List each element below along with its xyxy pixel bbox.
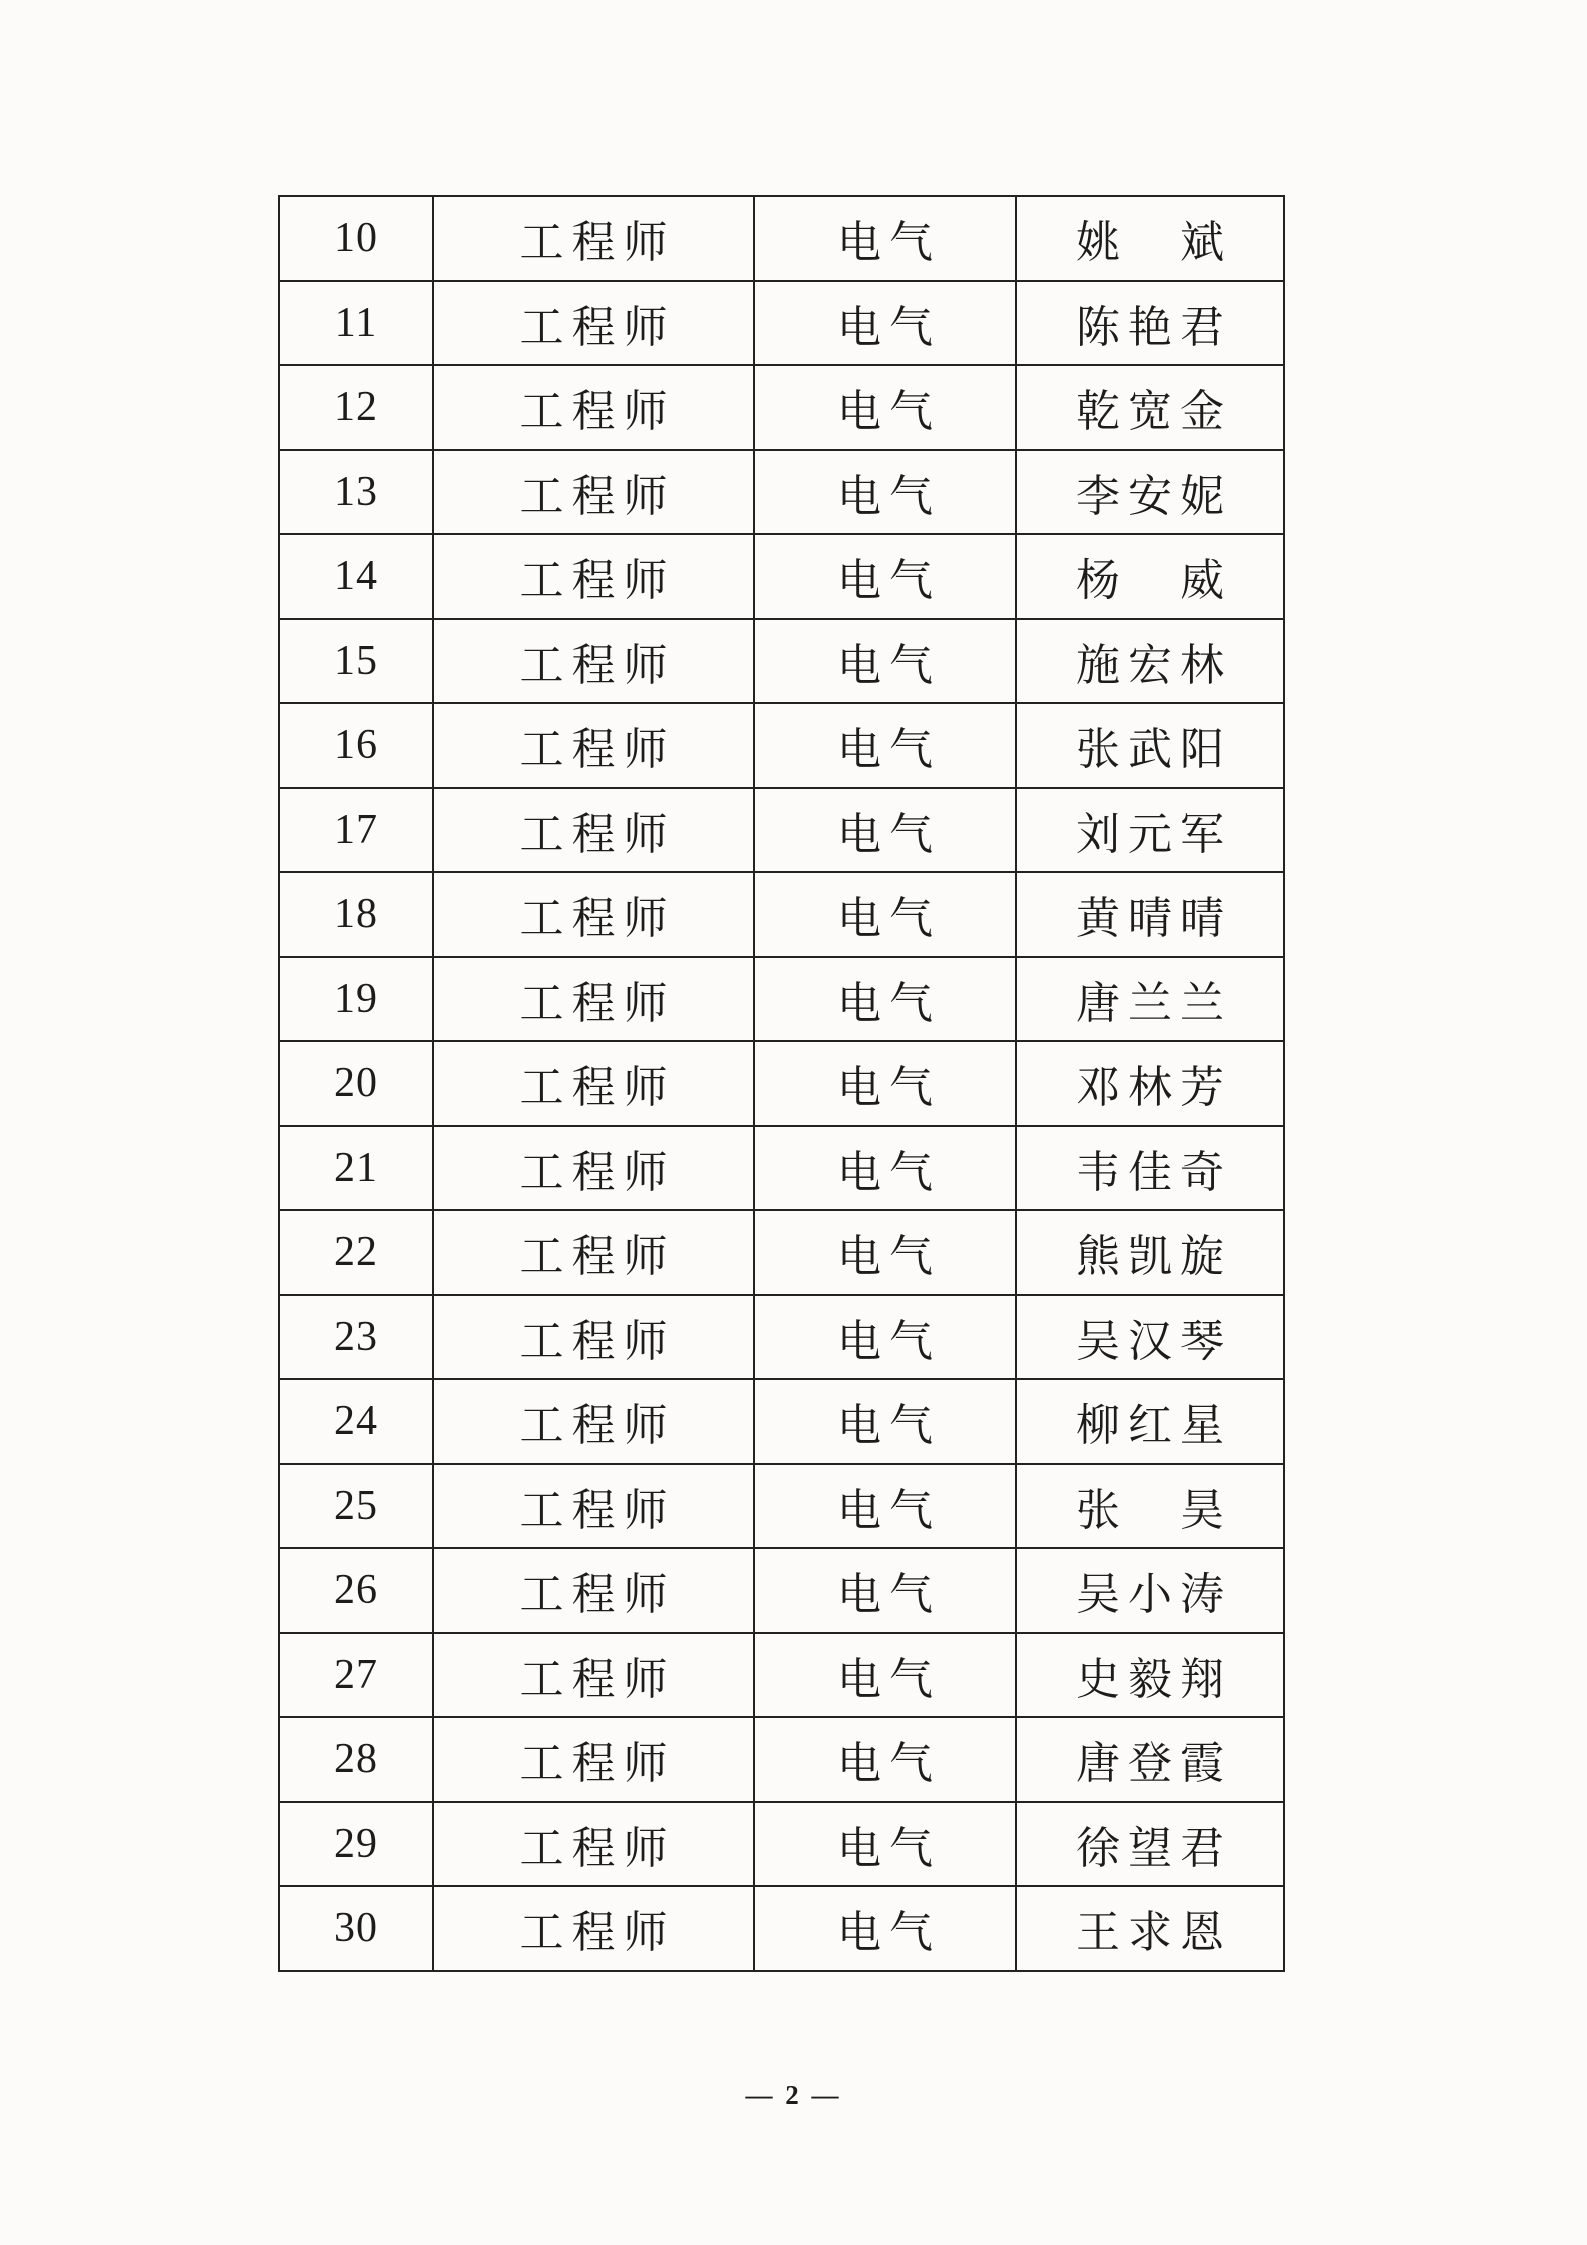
cell-index: 13: [279, 450, 433, 535]
cell-name: 史毅翔: [1016, 1633, 1284, 1718]
cell-specialty: 电气: [754, 788, 1016, 873]
cell-specialty: 电气: [754, 1295, 1016, 1380]
cell-specialty: 电气: [754, 534, 1016, 619]
cell-title: 工程师: [433, 1464, 754, 1549]
cell-specialty: 电气: [754, 450, 1016, 535]
cell-title: 工程师: [433, 450, 754, 535]
cell-title: 工程师: [433, 1210, 754, 1295]
cell-index: 17: [279, 788, 433, 873]
cell-name: 邓林芳: [1016, 1041, 1284, 1126]
cell-title: 工程师: [433, 1548, 754, 1633]
cell-specialty: 电气: [754, 365, 1016, 450]
table-row: [279, 1548, 1284, 1633]
cell-title: 工程师: [433, 788, 754, 873]
cell-title: 工程师: [433, 1717, 754, 1802]
table-row: [279, 957, 1284, 1042]
table-row: [279, 1126, 1284, 1211]
cell-index: 28: [279, 1717, 433, 1802]
table-row: [279, 1041, 1284, 1126]
table-row: [279, 1379, 1284, 1464]
cell-index: 21: [279, 1126, 433, 1211]
cell-name: 陈艳君: [1016, 281, 1284, 366]
cell-name: 杨 威: [1016, 534, 1284, 619]
cell-specialty: 电气: [754, 281, 1016, 366]
cell-title: 工程师: [433, 1802, 754, 1887]
table-row: [279, 281, 1284, 366]
cell-specialty: 电气: [754, 703, 1016, 788]
cell-name: 熊凯旋: [1016, 1210, 1284, 1295]
cell-name: 吴汉琴: [1016, 1295, 1284, 1380]
roster-table: [278, 195, 1285, 1972]
cell-specialty: 电气: [754, 1548, 1016, 1633]
table-row: [279, 872, 1284, 957]
cell-index: 29: [279, 1802, 433, 1887]
cell-title: 工程师: [433, 1295, 754, 1380]
cell-title: 工程师: [433, 872, 754, 957]
table-row: [279, 619, 1284, 704]
cell-specialty: 电气: [754, 1802, 1016, 1887]
cell-index: 18: [279, 872, 433, 957]
table-row: [279, 703, 1284, 788]
cell-index: 23: [279, 1295, 433, 1380]
cell-name: 韦佳奇: [1016, 1126, 1284, 1211]
cell-name: 唐兰兰: [1016, 957, 1284, 1042]
cell-specialty: 电气: [754, 1379, 1016, 1464]
cell-index: 15: [279, 619, 433, 704]
cell-index: 25: [279, 1464, 433, 1549]
cell-title: 工程师: [433, 619, 754, 704]
cell-index: 14: [279, 534, 433, 619]
cell-name: 张武阳: [1016, 703, 1284, 788]
table-row: [279, 1717, 1284, 1802]
cell-index: 16: [279, 703, 433, 788]
table-row: [279, 1295, 1284, 1380]
cell-name: 李安妮: [1016, 450, 1284, 535]
cell-index: 26: [279, 1548, 433, 1633]
table-row: [279, 788, 1284, 873]
page-footer: [0, 2080, 1587, 2111]
cell-specialty: 电气: [754, 1210, 1016, 1295]
table-row: [279, 1802, 1284, 1887]
cell-name: 姚 斌: [1016, 196, 1284, 281]
table-row: [279, 534, 1284, 619]
cell-specialty: 电气: [754, 619, 1016, 704]
cell-specialty: 电气: [754, 1633, 1016, 1718]
cell-title: 工程师: [433, 281, 754, 366]
cell-name: 黄晴晴: [1016, 872, 1284, 957]
cell-title: 工程师: [433, 957, 754, 1042]
table-row: [279, 196, 1284, 281]
cell-specialty: 电气: [754, 1041, 1016, 1126]
table-row: [279, 1886, 1284, 1971]
cell-name: 施宏林: [1016, 619, 1284, 704]
page-number: — 2 —: [745, 2080, 842, 2110]
cell-specialty: 电气: [754, 872, 1016, 957]
table-row: [279, 1464, 1284, 1549]
table-row: [279, 365, 1284, 450]
cell-index: 12: [279, 365, 433, 450]
cell-index: 10: [279, 196, 433, 281]
cell-index: 27: [279, 1633, 433, 1718]
cell-name: 王求恩: [1016, 1886, 1284, 1971]
table-row: [279, 450, 1284, 535]
cell-name: 徐望君: [1016, 1802, 1284, 1887]
cell-name: 吴小涛: [1016, 1548, 1284, 1633]
cell-name: 张 昊: [1016, 1464, 1284, 1549]
cell-specialty: 电气: [754, 957, 1016, 1042]
cell-index: 20: [279, 1041, 433, 1126]
cell-index: 22: [279, 1210, 433, 1295]
cell-title: 工程师: [433, 1633, 754, 1718]
roster-table-body: [279, 196, 1284, 1971]
cell-title: 工程师: [433, 534, 754, 619]
cell-title: 工程师: [433, 1886, 754, 1971]
cell-name: 刘元军: [1016, 788, 1284, 873]
cell-index: 19: [279, 957, 433, 1042]
cell-index: 11: [279, 281, 433, 366]
cell-specialty: 电气: [754, 1886, 1016, 1971]
cell-specialty: 电气: [754, 1464, 1016, 1549]
cell-title: 工程师: [433, 1126, 754, 1211]
table-row: [279, 1633, 1284, 1718]
cell-specialty: 电气: [754, 1126, 1016, 1211]
cell-specialty: 电气: [754, 196, 1016, 281]
cell-name: 柳红星: [1016, 1379, 1284, 1464]
cell-index: 24: [279, 1379, 433, 1464]
cell-title: 工程师: [433, 1041, 754, 1126]
cell-name: 乾宽金: [1016, 365, 1284, 450]
cell-name: 唐登霞: [1016, 1717, 1284, 1802]
cell-title: 工程师: [433, 196, 754, 281]
cell-specialty: 电气: [754, 1717, 1016, 1802]
table-row: [279, 1210, 1284, 1295]
cell-index: 30: [279, 1886, 433, 1971]
cell-title: 工程师: [433, 1379, 754, 1464]
cell-title: 工程师: [433, 703, 754, 788]
cell-title: 工程师: [433, 365, 754, 450]
